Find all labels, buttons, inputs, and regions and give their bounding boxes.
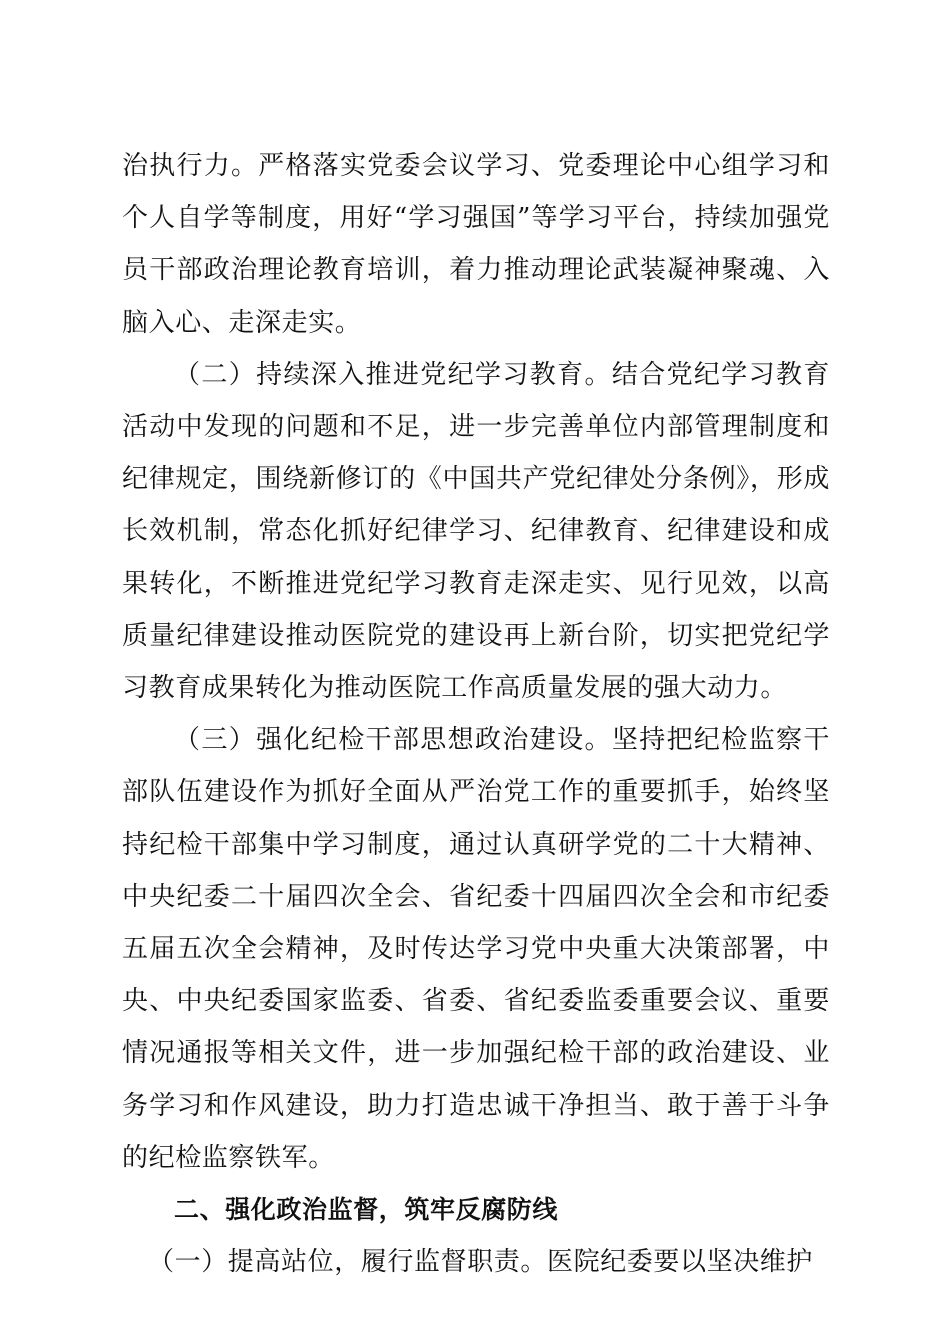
paragraph-supervision-duty: （一）提高站位，履行监督职责。医院纪委要以坚决维护	[148, 1247, 814, 1278]
document-body	[122, 140, 830, 1288]
paragraph-inspection-cadres: （三）强化纪检干部思想政治建设。坚持把纪检监察干部队伍建设作为抓好全面从严治党工作的重要抓手，始终坚持纪检干部集中学习制度，通过认真研学党的二十大精神、中央纪委二十届四次全会、省纪委十四届四次全会和市纪委五届五次全会精神，及时传达学习党中央重大决策部署，中央、中央纪委国家监委、省委、省纪委监委重要会议、重要情况通报等相关文件，进一步加强纪检干部的政治建设、业务学习和作风建设，助力打造忠诚干净担当、敢于善于斗争的纪检监察铁军。	[122, 725, 830, 1173]
paragraph-discipline-education: （二）持续深入推进党纪学习教育。结合党纪学习教育活动中发现的问题和不足，进一步完善单位内部管理制度和纪律规定，围绕新修订的《中国共产党纪律处分条例》，形成长效机制，常态化抓好纪律学习、纪律教育、纪律建设和成果转化，不断推进党纪学习教育走深走实、见行见效，以高质量纪律建设推动医院党的建设再上新台阶，切实把党纪学习教育成果转化为推动医院工作高质量发展的强大动力。	[122, 359, 830, 704]
paragraph-continued-study: 治执行力。严格落实党委会议学习、党委理论中心组学习和个人自学等制度，用好“学习强国”等学习平台，持续加强党员干部政治理论教育培训，着力推动理论武装凝神聚魂、入脑入心、走深走实。	[122, 151, 830, 338]
section-heading-political-supervision: 二、强化政治监督，筑牢反腐防线	[174, 1195, 559, 1225]
